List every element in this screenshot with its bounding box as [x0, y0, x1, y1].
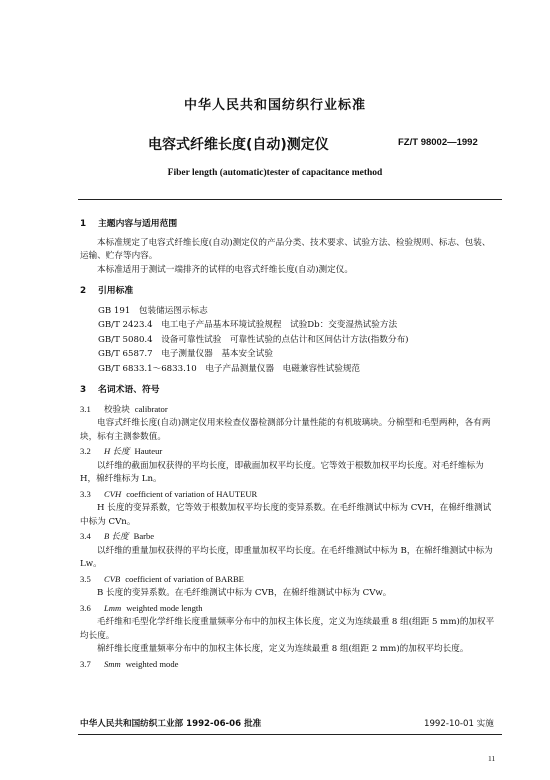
- section-title: 名词术语、符号: [98, 385, 160, 395]
- reference-standards-list: [98, 304, 498, 377]
- document-body: [80, 212, 498, 672]
- section-title: 引用标准: [98, 286, 134, 296]
- section-1-heading: [80, 218, 498, 232]
- section-3-heading: [80, 384, 498, 398]
- term-3-6-definition-cont: 棉纤维长度重量频率分布中的加权主体长度，定义为连续最重 8 组(组距 2 mm)的加权平均长度。: [97, 644, 469, 654]
- term-3-4-definition: 以纤维的重量加权获得的平均长度，即重量加权平均长度。在毛纤维测试中标为 B，在棉纤维测试中标为 Lw。: [80, 545, 493, 569]
- section-1-paragraph-2: 本标准适用于测试一端排齐的试样的电容式纤维长度(自动)测定仪。: [97, 264, 353, 275]
- reference-item: GB 191 包装储运图示标志: [98, 305, 208, 316]
- term-number: 3.2: [80, 446, 91, 456]
- term-3-5-definition: B 长度的变异系数。在毛纤维测试中标为 CVB，在棉纤维测试中标为 CVw。: [97, 588, 392, 598]
- section-number: 3: [80, 385, 87, 395]
- standard-number: FZ/T 98002—1992: [398, 137, 478, 148]
- issuing-organization: 中华人民共和国纺织行业标准: [183, 98, 366, 113]
- term-zh: Smm: [104, 658, 121, 669]
- term-zh: 校验块: [104, 404, 130, 415]
- term-3-5-heading: [80, 573, 498, 588]
- term-zh: H 长度: [104, 446, 130, 456]
- term-zh: CVH: [104, 488, 122, 499]
- term-3-3-definition: H 长度的变异系数，它等效于根数加权平均长度的变异系数。在毛纤维测试中标为 CVH，在棉纤维测试中标为 CVn。: [80, 503, 492, 527]
- term-3-1-definition: 电容式纤维长度(自动)测定仪用来检查仪器检测部分计量性能的有机玻璃块。分棉型和毛型两种，各有两块，标有主测参数值。: [80, 418, 491, 442]
- term-3-6-definition: 毛纤维和毛型化学纤维长度重量频率分布中的加权主体长度，定义为连续最重 8 组(组距 5 mm)的加权平均长度。: [80, 617, 495, 641]
- term-3-4-heading: [80, 530, 498, 545]
- term-3-3-heading: [80, 488, 498, 503]
- header-rule: [78, 199, 502, 200]
- term-en: calibrator: [134, 403, 168, 414]
- section-2-heading: [80, 285, 498, 299]
- document-title-en: Fiber length (automatic)tester of capacitance method: [167, 168, 383, 178]
- reference-item: GB/T 5080.4 设备可靠性试验 可靠性试验的点估计和区间估计方法(指数分布): [98, 334, 409, 345]
- section-1-paragraph-1: 本标准规定了电容式纤维长度(自动)测定仪的产品分类、技术要求、试验方法、检验规则、标志、包装、运输、贮存等内容。: [80, 237, 491, 261]
- section-number: 1: [80, 219, 87, 229]
- term-number: 3.5: [80, 573, 91, 584]
- document-title-zh: 电容式纤维长度(自动)测定仪: [148, 137, 329, 153]
- page-number: 11: [488, 754, 496, 763]
- term-number: 3.1: [80, 403, 91, 414]
- term-en: Barbe: [133, 531, 155, 541]
- reference-item: GB/T 6833.1～6833.10 电子产品测量仪器 电磁兼容性试验规范: [98, 363, 361, 374]
- section-number: 2: [80, 286, 87, 296]
- term-number: 3.6: [80, 602, 91, 613]
- footer-rule: [78, 734, 502, 735]
- term-3-1-heading: [80, 403, 498, 418]
- term-zh: Lmm: [104, 602, 122, 613]
- term-en: weighted mode length: [126, 602, 203, 613]
- term-number: 3.7: [80, 658, 91, 669]
- term-3-2-heading: [80, 445, 498, 460]
- effective-date: 1992-10-01 实施: [424, 719, 494, 729]
- approval-line: 中华人民共和国纺织工业部 1992-06-06 批准: [80, 719, 262, 729]
- term-number: 3.3: [80, 488, 91, 499]
- term-3-2-definition: 以纤维的截面加权获得的平均长度，即截面加权平均长度。它等效于根数加权平均长度。对毛纤维标为 H，棉纤维标为 Ln。: [80, 460, 484, 484]
- term-3-6-heading: [80, 602, 498, 617]
- term-3-7-heading: [80, 658, 498, 673]
- term-en: coefficient of variation of HAUTEUR: [126, 488, 258, 499]
- term-zh: B 长度: [104, 531, 129, 541]
- reference-item: GB/T 2423.4 电工电子产品基本环境试验规程 试验Db：交变湿热试验方法: [98, 320, 398, 330]
- reference-item: GB/T 6587.7 电子测量仪器 基本安全试验: [98, 349, 273, 359]
- term-en: weighted mode: [125, 658, 179, 669]
- term-en: coefficient of variation of BARBE: [125, 573, 244, 584]
- term-number: 3.4: [80, 531, 91, 541]
- term-zh: CVB: [104, 573, 121, 584]
- section-title: 主题内容与适用范围: [98, 219, 178, 229]
- term-en: Hauteur: [134, 446, 163, 456]
